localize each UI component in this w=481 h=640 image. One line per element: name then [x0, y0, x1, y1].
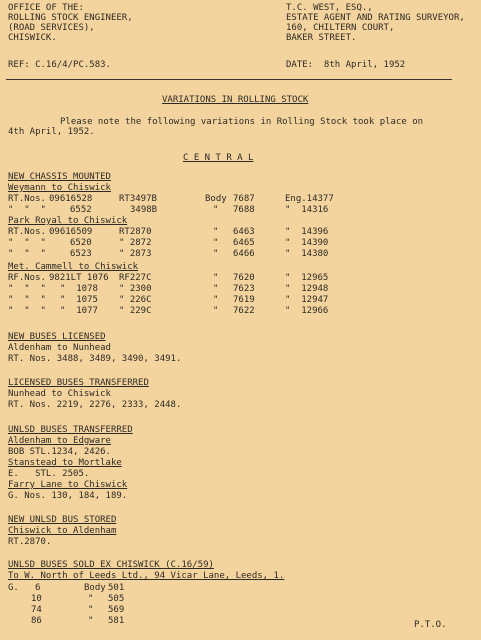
to-line: ESTATE AGENT AND RATING SURVEYOR, — [286, 13, 465, 23]
chassis-col-c: " 226C — [119, 295, 152, 305]
chassis-col-d: " — [213, 227, 219, 237]
reference: REF: C.16/4/PC.583. — [8, 60, 111, 70]
chassis-subheading: Met. Cammell to Chiswick — [8, 262, 139, 272]
chassis-col-d: " — [213, 205, 219, 215]
sold-col-d: 505 — [108, 594, 125, 604]
sold-col-a: G. — [8, 583, 19, 593]
sold-col-b: 74 — [31, 605, 42, 615]
chassis-col-b: 6523 — [70, 249, 92, 259]
chassis-col-a: " " " — [8, 249, 46, 259]
stored-heading: NEW UNLSD BUS STORED — [8, 515, 117, 525]
stored-line: RT.2870. — [8, 537, 52, 547]
chassis-col-b: 09616528 — [49, 194, 93, 204]
chassis-col-d: " — [213, 238, 219, 248]
chassis-col-d: " — [213, 306, 219, 316]
chassis-col-b: 9821LT 1076 — [49, 273, 109, 283]
chassis-col-c: RT3497B — [119, 194, 157, 204]
chassis-subheading: Weymann to Chiswick — [8, 183, 111, 193]
chassis-col-f: " 14316 — [285, 205, 329, 215]
sold-col-d: 581 — [108, 616, 125, 626]
intro-line: Please note the following variations in Rolling Stock took place on — [60, 117, 424, 127]
chassis-col-c: " 229C — [119, 306, 152, 316]
transferred-heading: LICENSED BUSES TRANSFERRED — [8, 378, 149, 388]
chassis-col-e: 7619 — [233, 295, 255, 305]
chassis-col-d: " — [213, 273, 219, 283]
section-heading: C E N T R A L — [183, 153, 254, 163]
chassis-col-b: 09616509 — [49, 227, 93, 237]
chassis-col-a: RF.Nos. — [8, 273, 46, 283]
chassis-col-f: Eng.14377 — [285, 194, 334, 204]
chassis-col-a: " " " — [8, 238, 46, 248]
chassis-col-e: 6463 — [233, 227, 255, 237]
licensed-route: Aldenham to Nunhead — [8, 343, 111, 353]
chassis-col-f: " 14380 — [285, 249, 329, 259]
sold-col-c: " — [88, 605, 94, 615]
to-line: T.C. WEST, ESQ., — [286, 3, 373, 13]
chassis-subheading: Park Royal to Chiswick — [8, 216, 128, 226]
licensed-heading: NEW BUSES LICENSED — [8, 332, 106, 342]
unlsd-route: Aldenham to Edgware — [8, 436, 111, 446]
chassis-col-c: 3498B — [130, 205, 158, 215]
from-line: ROLLING STOCK ENGINEER, — [8, 13, 133, 23]
sold-col-d: 501 — [108, 583, 125, 593]
chassis-col-e: 6466 — [233, 249, 255, 259]
chassis-col-c: RF227C — [119, 273, 152, 283]
chassis-col-e: 6465 — [233, 238, 255, 248]
chassis-col-a: " " " — [8, 205, 46, 215]
to-line: 160, CHILTERN COURT, — [286, 23, 395, 33]
chassis-heading: NEW CHASSIS MOUNTED — [8, 172, 111, 182]
chassis-col-e: 7622 — [233, 306, 255, 316]
chassis-col-f: " 12947 — [285, 295, 329, 305]
sold-col-c: Body — [84, 583, 106, 593]
chassis-col-a: " " " — [8, 284, 46, 294]
from-line: CHISWICK. — [8, 33, 57, 43]
stored-route: Chiswick to Aldenham — [8, 526, 117, 536]
sold-col-b: 10 — [31, 594, 42, 604]
unlsd-route: Farry Lane to Chiswick — [8, 480, 128, 490]
chassis-col-e: 7623 — [233, 284, 255, 294]
date: DATE: 8th April, 1952 — [286, 60, 406, 70]
chassis-col-c: " 2872 — [119, 238, 152, 248]
chassis-col-a: " " " — [8, 295, 46, 305]
chassis-col-e: 7687 — [233, 194, 255, 204]
pto-marker: P.T.O. — [414, 620, 447, 630]
chassis-col-b: " 1075 — [60, 295, 98, 305]
chassis-col-b: " 1077 — [60, 306, 98, 316]
chassis-col-e: 7620 — [233, 273, 255, 283]
transferred-route: Nunhead to Chiswick — [8, 389, 111, 399]
intro-line: 4th April, 1952. — [8, 127, 95, 137]
sold-buyer: To W. North of Leeds Ltd., 94 Vicar Lane, Leeds, 1. — [8, 571, 285, 581]
unlsd-route: Stanstead to Mortlake — [8, 458, 122, 468]
chassis-col-f: " 14396 — [285, 227, 329, 237]
chassis-col-f: " 12966 — [285, 306, 329, 316]
unlsd-line: BOB STL.1234, 2426. — [8, 447, 111, 457]
chassis-col-f: " 12965 — [285, 273, 329, 283]
sold-col-d: 569 — [108, 605, 125, 615]
sold-heading: UNLSD BUSES SOLD EX CHISWICK (C.16/59) — [8, 560, 214, 570]
chassis-col-c: " 2873 — [119, 249, 152, 259]
chassis-col-d: " — [213, 295, 219, 305]
sold-col-b: 6 — [35, 583, 41, 593]
chassis-col-c: " 2300 — [119, 284, 152, 294]
chassis-col-a: " " " — [8, 306, 46, 316]
licensed-line: RT. Nos. 3488, 3489, 3490, 3491. — [8, 354, 182, 364]
sold-col-c: " — [88, 616, 94, 626]
to-line: BAKER STREET. — [286, 33, 357, 43]
chassis-col-b: 6520 — [70, 238, 92, 248]
sold-col-b: 86 — [31, 616, 42, 626]
chassis-col-b: " 1078 — [60, 284, 98, 294]
header-rule — [6, 79, 452, 80]
unlsd-line: E. STL. 2505. — [8, 469, 90, 479]
unlsd-line: G. Nos. 130, 184, 189. — [8, 491, 128, 501]
chassis-col-c: RT2870 — [119, 227, 152, 237]
chassis-col-d: " — [213, 249, 219, 259]
chassis-col-a: RT.Nos. — [8, 194, 46, 204]
document-title: VARIATIONS IN ROLLING STOCK — [162, 95, 309, 105]
from-line: (ROAD SERVICES), — [8, 23, 95, 33]
chassis-col-f: " 12948 — [285, 284, 329, 294]
chassis-col-f: " 14390 — [285, 238, 329, 248]
chassis-col-d: Body — [205, 194, 227, 204]
chassis-col-d: " — [213, 284, 219, 294]
transferred-line: RT. Nos. 2219, 2276, 2333, 2448. — [8, 400, 182, 410]
from-line: OFFICE OF THE: — [8, 3, 84, 13]
chassis-col-a: RT.Nos. — [8, 227, 46, 237]
chassis-col-e: 7688 — [233, 205, 255, 215]
unlsd-transferred-heading: UNLSD BUSES TRANSFERRED — [8, 425, 133, 435]
chassis-col-b: 6552 — [70, 205, 92, 215]
sold-col-c: " — [88, 594, 94, 604]
